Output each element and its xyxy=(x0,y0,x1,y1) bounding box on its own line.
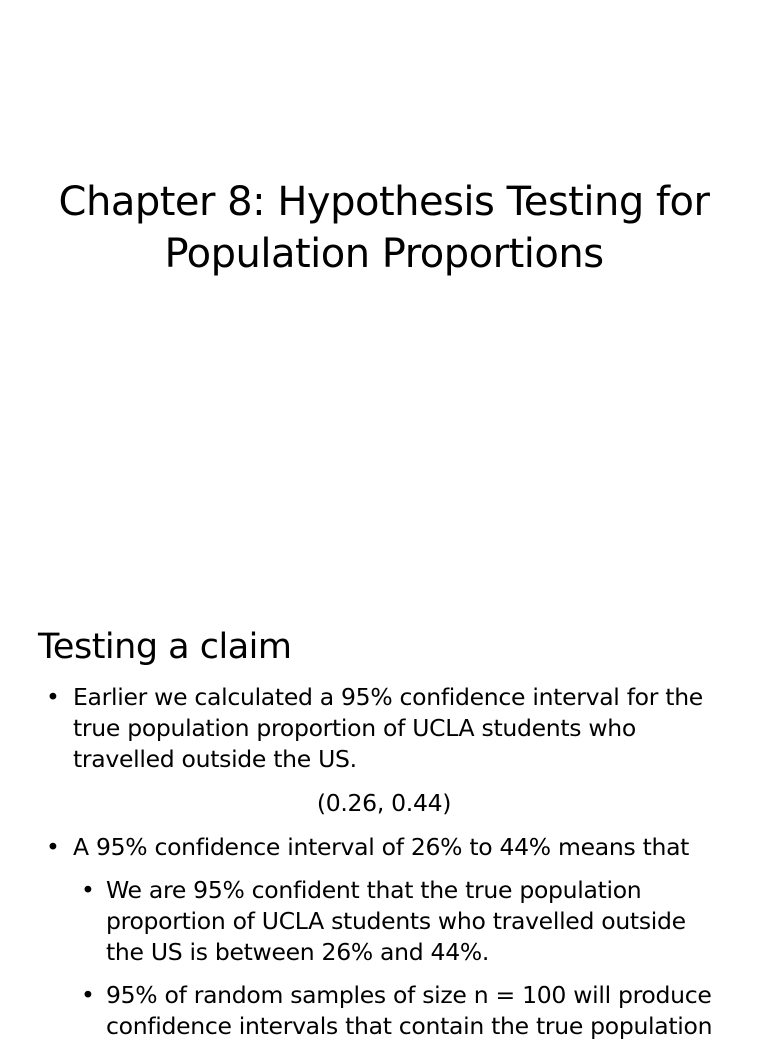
bullet-dot: • xyxy=(46,683,60,711)
title-line-1: Chapter 8: Hypothesis Testing for xyxy=(58,179,710,225)
bullet-text: A 95% confidence interval of 26% to 44% means that xyxy=(73,833,690,861)
sub-bullet-text: We are 95% confident that the true population proportion of UCLA students who travelled outside the US is between 26% and 44%. xyxy=(106,876,686,966)
bullet-list xyxy=(0,682,768,1042)
bullet-earlier-interval xyxy=(0,682,768,775)
bullet-dot: • xyxy=(81,876,95,904)
interval-value: (0.26, 0.44) xyxy=(316,789,452,817)
bullet-interval-meaning xyxy=(0,832,768,863)
slide-title xyxy=(0,176,768,280)
title-line-2: Population Proportions xyxy=(164,231,604,277)
bullet-dot: • xyxy=(46,833,60,861)
bullet-text: Earlier we calculated a 95% confidence interval for the true population proportion of UCLA students who travelled outside the US. xyxy=(73,683,703,773)
sub-bullet-confident xyxy=(0,875,768,968)
sub-bullet-random-samples xyxy=(0,980,768,1042)
bullet-dot: • xyxy=(81,981,95,1009)
section-heading: Testing a claim xyxy=(38,627,292,667)
sub-bullet-text: 95% of random samples of size n = 100 will produce confidence intervals that contain the true population xyxy=(106,981,713,1040)
